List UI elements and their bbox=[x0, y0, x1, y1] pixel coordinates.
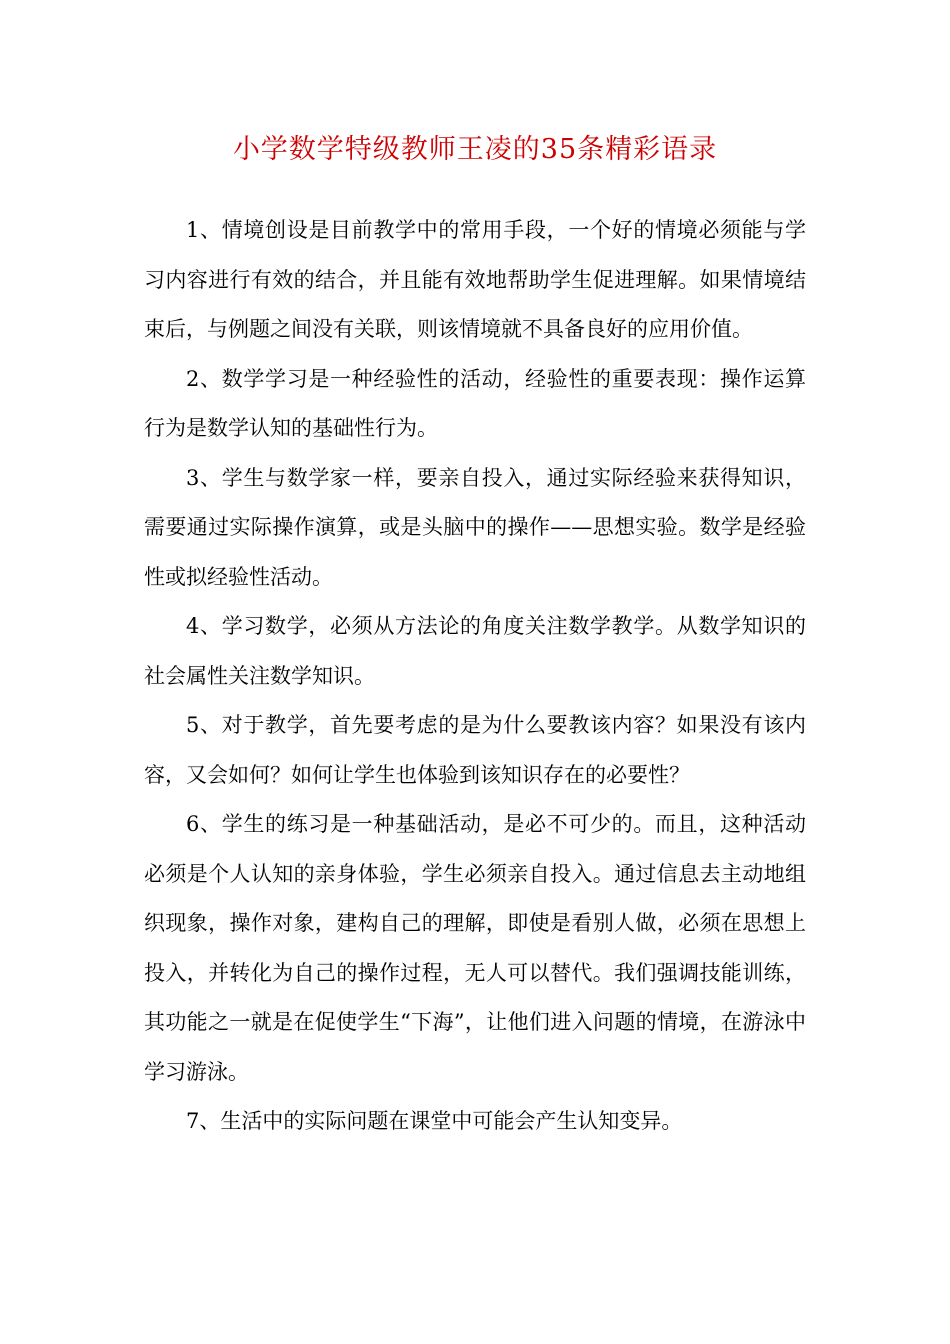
paragraph-3: 3、学生与数学家一样，要亲自投入，通过实际经验来获得知识，需要通过实际操作演算，或是头脑中的操作——思想实验。数学是经验性或拟经验性活动。 bbox=[144, 465, 806, 589]
paragraph-2: 2、数学学习是一种经验性的活动，经验性的重要表现：操作运算行为是数学认知的基础性行为。 bbox=[144, 366, 806, 440]
paragraph-6: 6、学生的练习是一种基础活动，是必不可少的。而且，这种活动必须是个人认知的亲身体验，学生必须亲自投入。通过信息去主动地组织现象，操作对象，建构自己的理解，即使是看别人做，必须在思想上投入，并转化为自己的操作过程，无人可以替代。我们强调技能训练，其功能之一就是在促使学生“下海”，让他们进入问题的情境，在游泳中学习游泳。 bbox=[144, 812, 806, 1084]
paragraph-1: 1、情境创设是目前教学中的常用手段，一个好的情境必须能与学习内容进行有效的结合，并且能有效地帮助学生促进理解。如果情境结束后，与例题之间没有关联，则该情境就不具备良好的应用价值。 bbox=[144, 218, 806, 341]
document-body bbox=[144, 206, 806, 1147]
paragraph-4: 4、学习数学，必须从方法论的角度关注数学教学。从数学知识的社会属性关注数学知识。 bbox=[144, 614, 806, 688]
document-title: 小学数学特级教师王凌的35条精彩语录 bbox=[232, 134, 718, 165]
paragraph-5: 5、对于教学，首先要考虑的是为什么要教该内容？如果没有该内容，又会如何？如何让学生也体验到该知识存在的必要性？ bbox=[144, 713, 806, 787]
paragraph-7: 7、生活中的实际问题在课堂中可能会产生认知变异。 bbox=[186, 1109, 683, 1133]
